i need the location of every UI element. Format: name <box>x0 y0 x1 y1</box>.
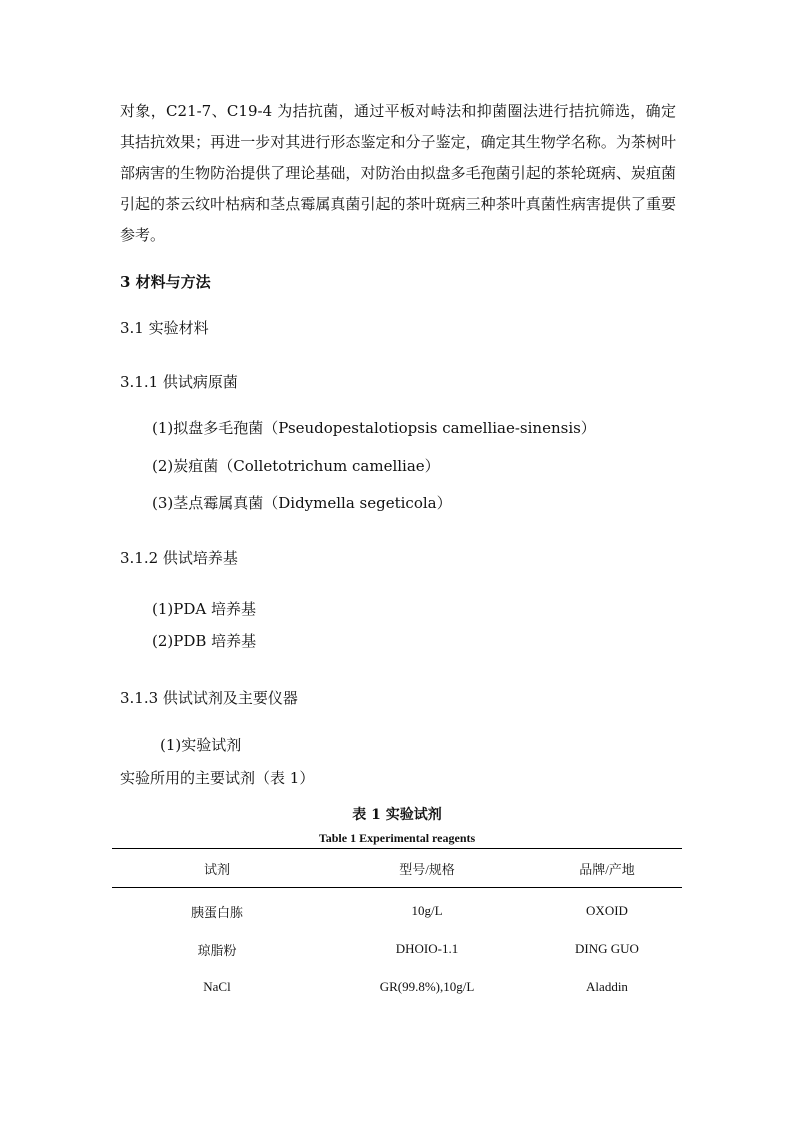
table-row <box>112 968 682 1006</box>
table-caption-cn: 表 1 实验试剂 <box>352 807 442 823</box>
cell-brand: DING GUO <box>575 941 639 956</box>
cell-spec: GR(99.8%),10g/L <box>379 979 475 994</box>
medium-item-2: (2)PDB 培养基 <box>152 632 257 650</box>
table-reference: 实验所用的主要试剂（表 1） <box>120 769 315 787</box>
cell-brand: Aladdin <box>586 979 628 994</box>
cell-brand: OXOID <box>586 903 628 918</box>
section-3-1-heading: 3.1 实验材料 <box>120 319 209 337</box>
pathogen-item-1: (1)拟盘多毛孢菌（Pseudopestalotiopsis camelliae-sinensis） <box>152 419 596 437</box>
table-caption-en: Table 1 Experimental reagents <box>318 831 476 845</box>
medium-item-1: (1)PDA 培养基 <box>152 600 256 618</box>
table-row <box>112 930 682 968</box>
cell-spec: 10g/L <box>411 903 443 918</box>
table-header-row <box>112 849 682 888</box>
header-brand: 品牌/产地 <box>532 849 682 888</box>
section-3-1-1-heading: 3.1.1 供试病原菌 <box>120 373 238 391</box>
pathogen-item-2: (2)炭疽菌（Colletotrichum camelliae） <box>152 457 440 475</box>
header-spec: 型号/规格 <box>322 849 532 888</box>
cell-reagent: 胰蛋白胨 <box>190 904 243 920</box>
intro-paragraph: 对象，C21-7、C19-4 为拮抗菌，通过平板对峙法和抑菌圈法进行拮抗筛选，确定其拮抗效果；再进一步对其进行形态鉴定和分子鉴定，确定其生物学名称。为茶树叶部病害的生物防治提供了理论基础，对防治由拟盘多毛孢菌引起的茶轮斑病、炭疽菌引起的茶云纹叶枯病和茎点霉属真菌引起的茶叶斑病三种茶叶真菌性病害提供了重要参考。 <box>120 102 676 244</box>
section-3-1-2-heading: 3.1.2 供试培养基 <box>120 549 238 567</box>
reagents-subheading: (1)实验试剂 <box>160 736 242 754</box>
reagents-table <box>112 848 682 1006</box>
pathogen-item-3: (3)茎点霉属真菌（Didymella segeticola） <box>152 494 452 512</box>
cell-reagent: NaCl <box>203 979 231 994</box>
cell-spec: DHOIO-1.1 <box>395 941 459 956</box>
header-reagent: 试剂 <box>112 849 322 888</box>
table-row <box>112 888 682 931</box>
section-3-1-3-heading: 3.1.3 供试试剂及主要仪器 <box>120 689 298 707</box>
section-3-heading: 3 材料与方法 <box>120 273 211 291</box>
cell-reagent: 琼脂粉 <box>197 942 237 958</box>
